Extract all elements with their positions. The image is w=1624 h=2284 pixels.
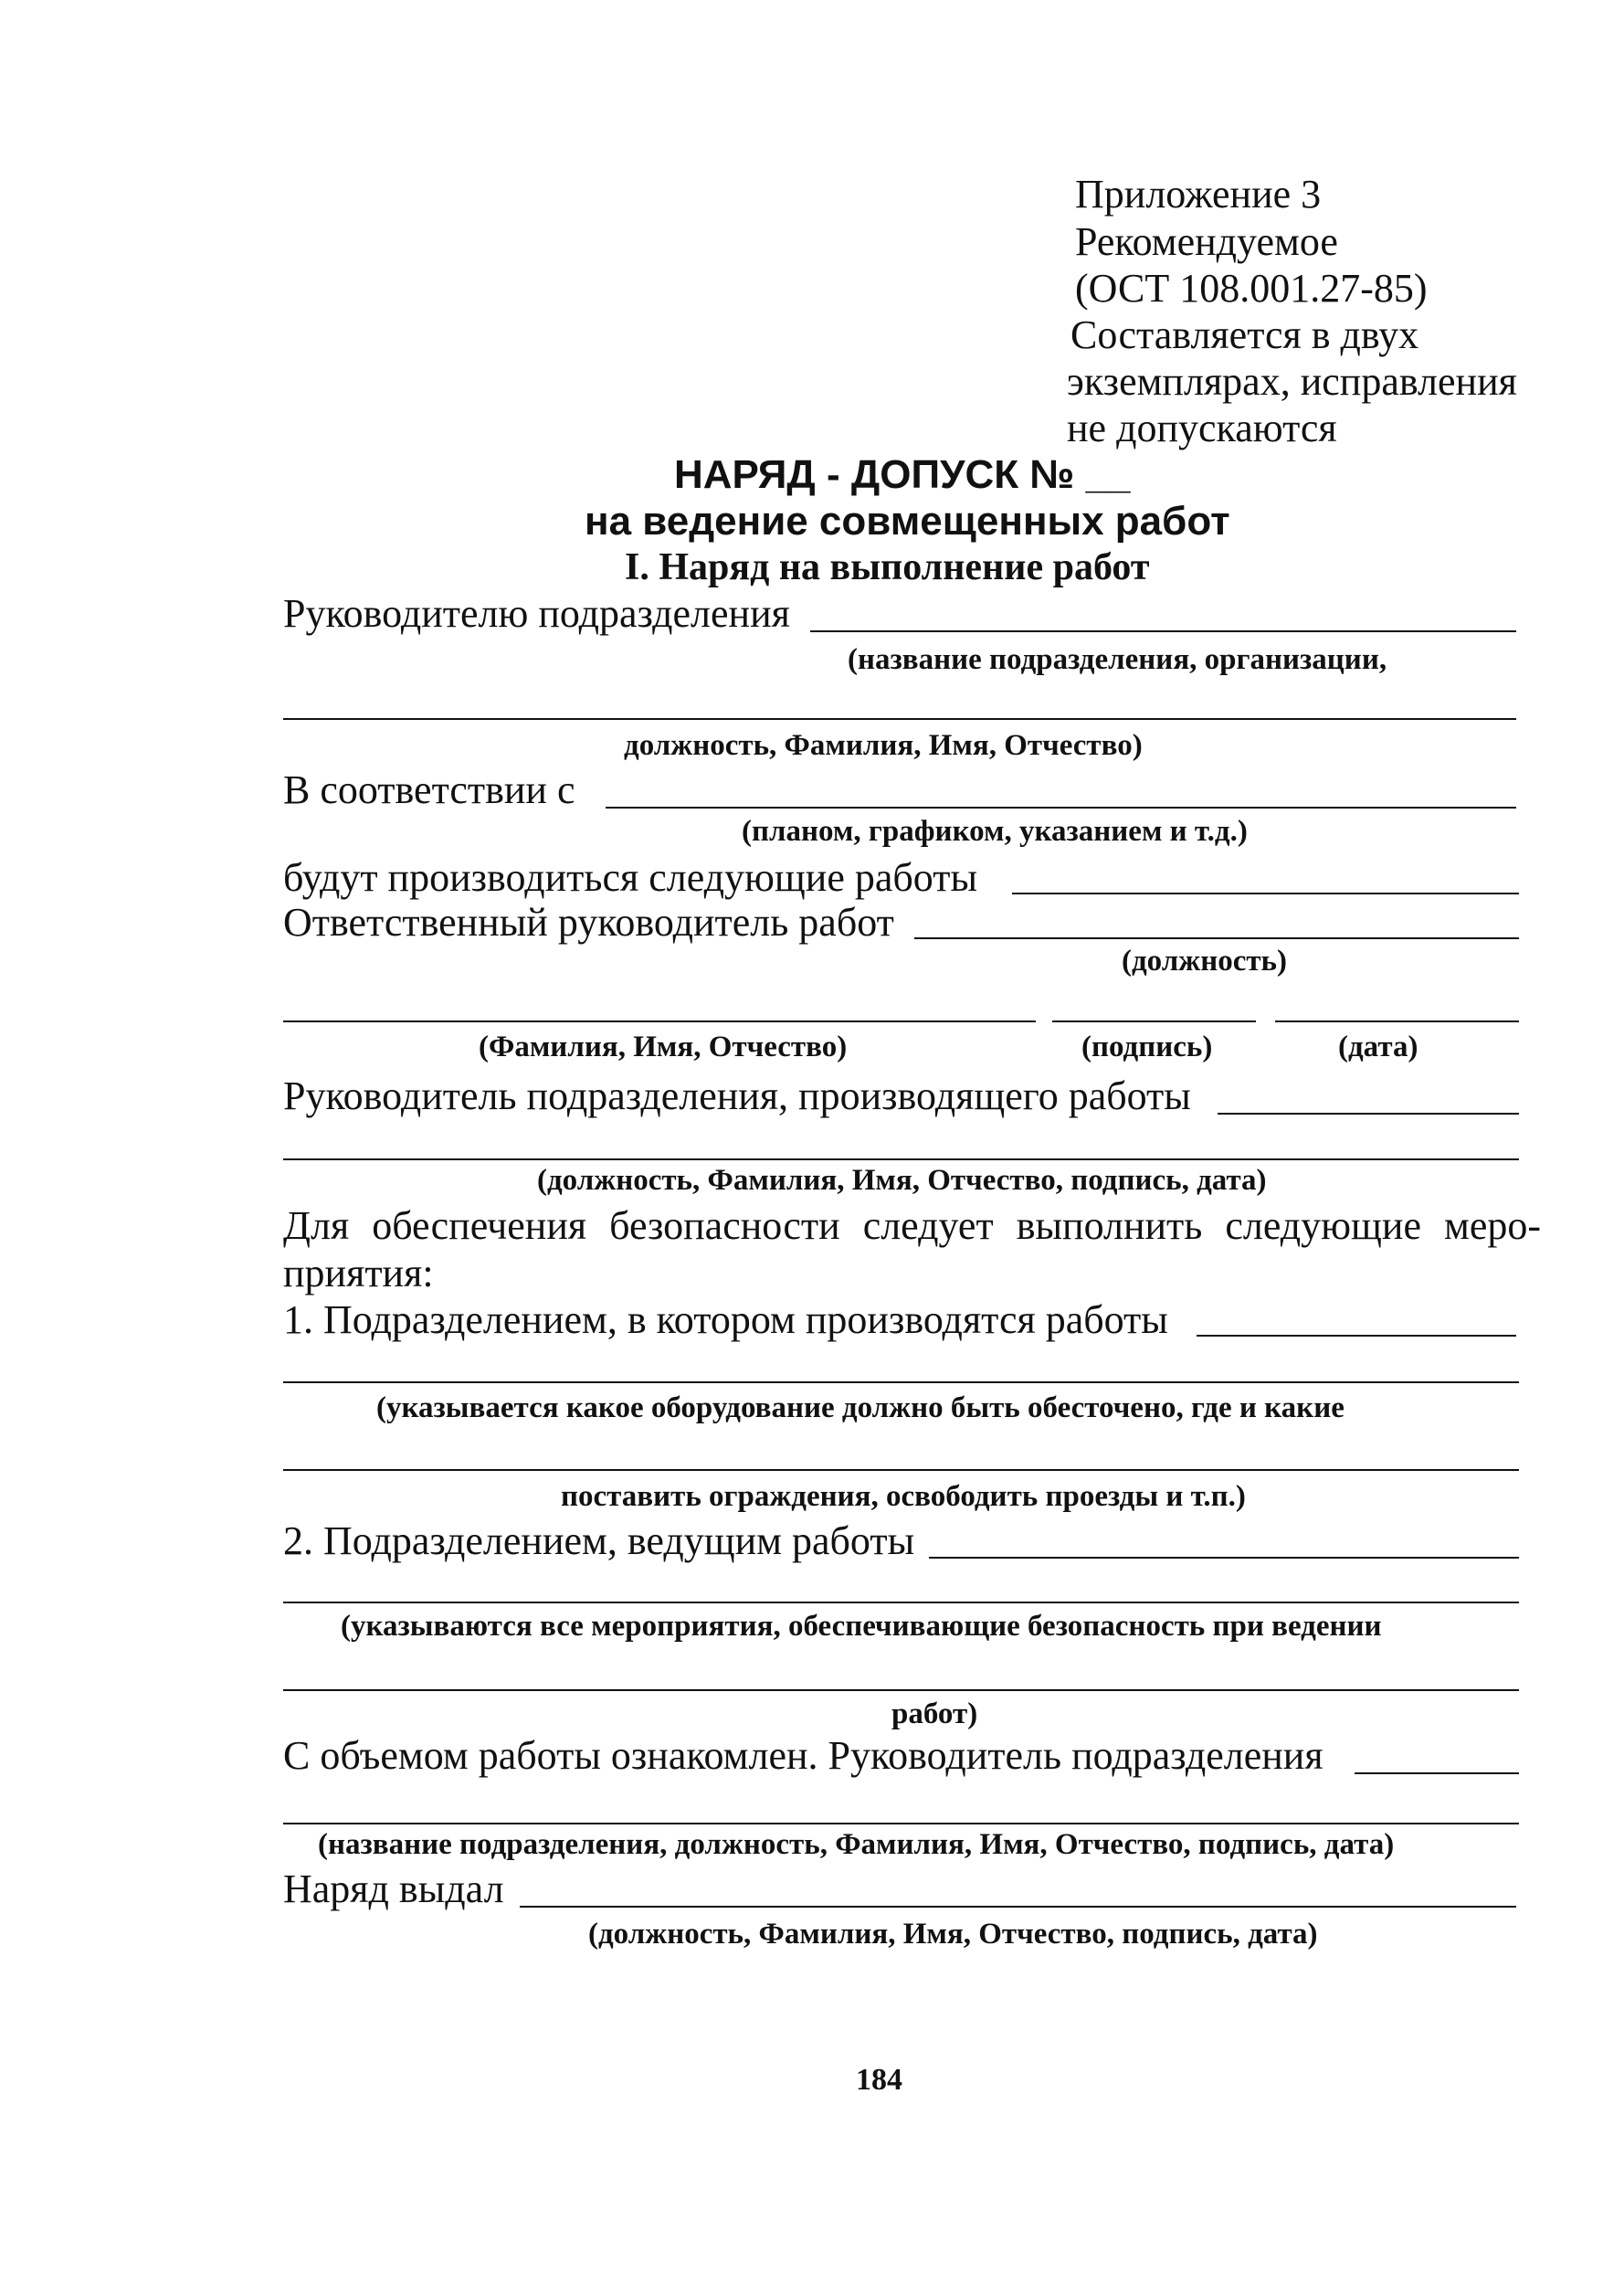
responsible-field-line[interactable] xyxy=(914,937,1519,939)
fio-caption: (Фамилия, Имя, Отчество) xyxy=(479,1031,848,1063)
according-label: В соответствии с xyxy=(283,767,575,812)
to-head-caption-line2: должность, Фамилия, Имя, Отчество) xyxy=(624,729,1143,762)
acquainted-label: С объемом работы ознакомлен. Руководитель подразделения xyxy=(283,1733,1323,1778)
section-heading: I. Наряд на выполнение работ xyxy=(625,546,1150,588)
date-caption: (дата) xyxy=(1338,1031,1418,1063)
item2-field-line[interactable] xyxy=(929,1557,1519,1559)
works-label: будут производиться следующие работы xyxy=(283,855,978,900)
annex-note-line2: экземплярах, исправления xyxy=(1067,359,1517,404)
item2-field-line-2[interactable] xyxy=(283,1602,1519,1603)
safety-intro-line2: приятия: xyxy=(283,1251,434,1295)
to-head-label: Руководителю подразделения xyxy=(283,591,790,636)
item1-field-line-2[interactable] xyxy=(283,1381,1519,1383)
item2-label: 2. Подразделением, ведущим работы xyxy=(283,1518,915,1563)
document-subtitle: на ведение совмещенных работ xyxy=(585,499,1230,544)
issued-field-line[interactable] xyxy=(520,1906,1516,1908)
acquainted-field-line[interactable] xyxy=(1355,1772,1519,1774)
signature-caption: (подпись) xyxy=(1081,1031,1213,1063)
responsible-signature-line[interactable] xyxy=(1052,1020,1256,1022)
responsible-label: Ответственный руководитель работ xyxy=(283,900,894,945)
responsible-date-line[interactable] xyxy=(1275,1020,1519,1022)
works-field-line[interactable] xyxy=(1012,893,1519,894)
item1-field-line[interactable] xyxy=(1197,1335,1516,1337)
item2-field-line-3[interactable] xyxy=(283,1689,1519,1691)
page-number: 184 xyxy=(856,2063,902,2097)
annex-note-line3: не допускаются xyxy=(1067,406,1337,450)
performing-head-label: Руководитель подразделения, производящего работы xyxy=(283,1073,1191,1118)
according-field-line[interactable] xyxy=(606,807,1516,809)
annex-status: Рекомендуемое xyxy=(1075,219,1338,264)
performing-head-field-line-2[interactable] xyxy=(283,1158,1519,1160)
issued-label: Наряд выдал xyxy=(283,1866,504,1911)
item1-label: 1. Подразделением, в котором производятся работы xyxy=(283,1297,1168,1342)
performing-head-field-line[interactable] xyxy=(1218,1113,1519,1115)
item1-field-line-3[interactable] xyxy=(283,1469,1519,1471)
document-title: НАРЯД - ДОПУСК № __ xyxy=(674,452,1131,497)
item2-caption-line1: (указываются все мероприятия, обеспечивающие безопасность при ведении xyxy=(341,1610,1382,1643)
to-head-field-line[interactable] xyxy=(810,630,1516,632)
annex-number: Приложение 3 xyxy=(1075,172,1322,217)
annex-note-line1: Составляется в двух xyxy=(1070,312,1419,357)
to-head-caption-line1: (название подразделения, организации, xyxy=(848,643,1387,676)
according-caption: (планом, графиком, указанием и т.д.) xyxy=(742,815,1248,848)
item1-caption-line2: поставить ограждения, освободить проезды и т.п.) xyxy=(561,1480,1246,1513)
responsible-position-caption: (должность) xyxy=(1122,945,1288,978)
performing-head-caption: (должность, Фамилия, Имя, Отчество, подпись, дата) xyxy=(537,1164,1267,1197)
annex-standard: (ОСТ 108.001.27-85) xyxy=(1075,266,1428,311)
item2-caption-line2: работ) xyxy=(891,1697,978,1730)
acquainted-caption: (название подразделения, должность, Фамилия, Имя, Отчество, подпись, дата) xyxy=(318,1828,1395,1861)
to-head-field-line-2[interactable] xyxy=(283,718,1516,720)
item1-caption-line1: (указывается какое оборудование должно быть обесточено, где и какие xyxy=(376,1391,1345,1424)
responsible-fio-line[interactable] xyxy=(283,1020,1036,1022)
issued-caption: (должность, Фамилия, Имя, Отчество, подпись, дата) xyxy=(588,1918,1318,1951)
safety-intro-line1: Для обеспечения безопасности следует выполнить следующие меро- xyxy=(283,1203,1542,1248)
acquainted-field-line-2[interactable] xyxy=(283,1823,1519,1824)
